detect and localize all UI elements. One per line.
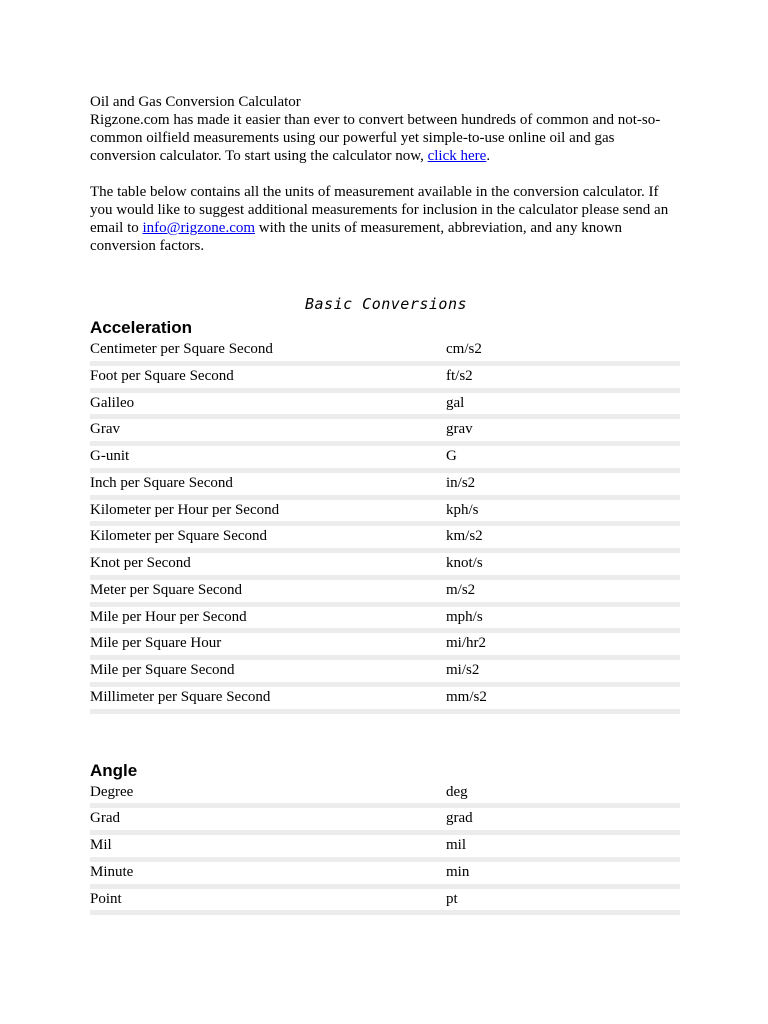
unit-abbreviation: G bbox=[446, 448, 457, 464]
unit-abbreviation: grav bbox=[446, 421, 473, 438]
unit-abbreviation: ft/s2 bbox=[446, 367, 473, 384]
table-row bbox=[90, 687, 680, 714]
unit-name: Grad bbox=[90, 810, 120, 827]
unit-abbreviation: grad bbox=[446, 810, 473, 827]
unit-name: Mil bbox=[90, 837, 112, 853]
email-link[interactable]: info@rigzone.com bbox=[142, 220, 256, 236]
unit-name: Inch per Square Second bbox=[90, 474, 233, 491]
unit-name: Minute bbox=[90, 863, 134, 880]
acceleration-table bbox=[90, 339, 680, 714]
info-paragraph bbox=[90, 183, 682, 255]
document-title: Oil and Gas Conversion Calculator bbox=[90, 94, 301, 110]
intro-after: . bbox=[486, 148, 491, 164]
unit-abbreviation: gal bbox=[446, 394, 465, 411]
unit-name: Mile per Hour per Second bbox=[90, 608, 247, 625]
unit-name: Meter per Square Second bbox=[90, 581, 243, 598]
unit-name: Grav bbox=[90, 421, 120, 438]
unit-name: Mile per Square Hour bbox=[90, 635, 222, 652]
table-row bbox=[90, 339, 680, 366]
table-row bbox=[90, 782, 680, 809]
table-row bbox=[90, 633, 680, 660]
table-row bbox=[90, 526, 680, 553]
group-heading-acceleration: Acceleration bbox=[90, 318, 193, 337]
table-row bbox=[90, 419, 680, 446]
table-row bbox=[90, 446, 680, 473]
unit-abbreviation: mil bbox=[446, 837, 467, 853]
unit-abbreviation: kph/s bbox=[446, 501, 479, 518]
unit-abbreviation: mm/s2 bbox=[446, 688, 487, 705]
table-row bbox=[90, 366, 680, 393]
unit-name: Kilometer per Hour per Second bbox=[90, 501, 280, 518]
unit-name: Knot per Second bbox=[90, 555, 191, 571]
info-text-before: The table below contains all the units of measurement available in the conversion calculator. If you would like to suggest additional measurements for inclusion in the calculator please send an email to bbox=[90, 184, 669, 236]
unit-abbreviation: min bbox=[446, 863, 470, 880]
angle-table bbox=[90, 782, 680, 916]
unit-abbreviation: mph/s bbox=[446, 608, 483, 625]
unit-abbreviation: m/s2 bbox=[446, 581, 476, 598]
click-here-link[interactable]: click here bbox=[427, 148, 487, 164]
unit-abbreviation: cm/s2 bbox=[446, 341, 482, 357]
document-page bbox=[90, 93, 682, 915]
unit-name: Point bbox=[90, 890, 122, 907]
unit-name: Kilometer per Square Second bbox=[90, 528, 268, 545]
table-row bbox=[90, 889, 680, 916]
unit-name: Centimeter per Square Second bbox=[90, 341, 273, 357]
table-row bbox=[90, 473, 680, 500]
table-row bbox=[90, 835, 680, 862]
table-row bbox=[90, 393, 680, 420]
table-row bbox=[90, 862, 680, 889]
unit-abbreviation: in/s2 bbox=[446, 474, 476, 491]
unit-name: Foot per Square Second bbox=[90, 367, 234, 384]
group-heading-angle: Angle bbox=[90, 760, 138, 780]
intro-paragraph bbox=[90, 111, 682, 165]
unit-abbreviation: deg bbox=[446, 783, 468, 800]
unit-name: Galileo bbox=[90, 394, 135, 411]
unit-name: Degree bbox=[90, 783, 134, 800]
table-row bbox=[90, 580, 680, 607]
section-title: Basic Conversions bbox=[304, 295, 468, 313]
info-text-after: with the units of measurement, abbreviation, and any known conversion factors. bbox=[90, 220, 623, 254]
unit-abbreviation: mi/hr2 bbox=[446, 635, 486, 652]
table-row bbox=[90, 607, 680, 634]
unit-abbreviation: pt bbox=[446, 890, 458, 907]
unit-abbreviation: knot/s bbox=[446, 555, 483, 571]
unit-abbreviation: km/s2 bbox=[446, 528, 483, 545]
unit-name: Millimeter per Square Second bbox=[90, 688, 271, 705]
table-row bbox=[90, 553, 680, 580]
table-row bbox=[90, 660, 680, 687]
table-row bbox=[90, 500, 680, 527]
unit-name: Mile per Square Second bbox=[90, 662, 235, 678]
intro-text: Rigzone.com has made it easier than ever to convert between hundreds of common and not-so-common oilfield measurements using our powerful yet simple-to-use online oil and gas conversion calculator. To start using the calculator now, bbox=[90, 112, 661, 164]
unit-abbreviation: mi/s2 bbox=[446, 662, 480, 678]
table-row bbox=[90, 808, 680, 835]
unit-name: G-unit bbox=[90, 448, 130, 464]
